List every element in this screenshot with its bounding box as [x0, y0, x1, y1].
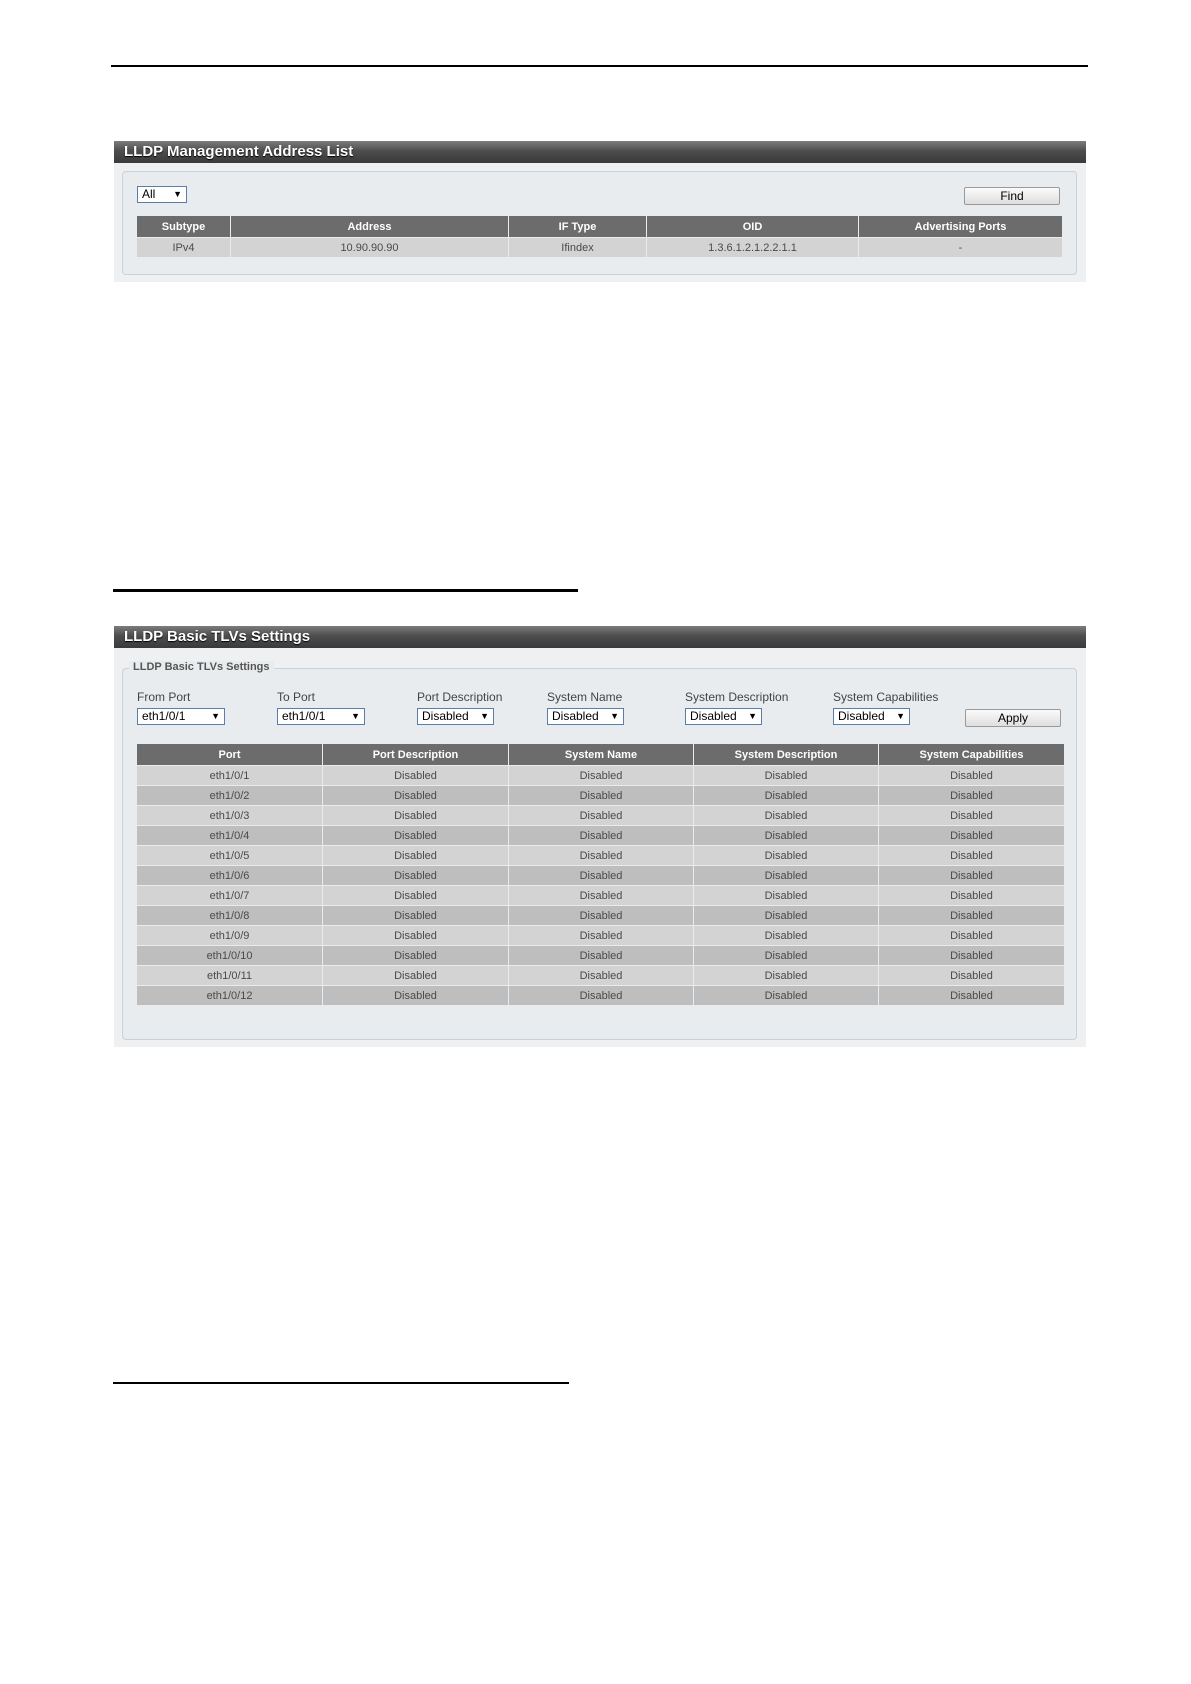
column-header: Port [137, 744, 323, 766]
table-cell: eth1/0/6 [137, 866, 323, 886]
table-row [137, 946, 1065, 966]
table-cell: Disabled [694, 766, 879, 786]
table-cell: Disabled [694, 946, 879, 966]
table-cell: Disabled [879, 906, 1065, 926]
table-row [137, 986, 1065, 1006]
system-capabilities-value: Disabled [838, 709, 885, 723]
table-cell: Disabled [323, 946, 509, 966]
column-header: Advertising Ports [859, 216, 1063, 238]
table-cell: - [859, 238, 1063, 258]
table-cell: eth1/0/2 [137, 786, 323, 806]
header-rule [111, 65, 1088, 67]
table-cell: Disabled [694, 806, 879, 826]
table-cell: Disabled [694, 926, 879, 946]
column-header: System Capabilities [879, 744, 1065, 766]
table-cell: Disabled [694, 906, 879, 926]
table-cell: Disabled [694, 866, 879, 886]
table-cell: Disabled [879, 966, 1065, 986]
table-cell: Disabled [323, 866, 509, 886]
to-port-select[interactable] [277, 708, 365, 725]
chevron-down-icon: ▼ [211, 711, 220, 721]
table-cell: Disabled [694, 846, 879, 866]
to-port-value: eth1/0/1 [282, 709, 326, 723]
table-cell: Disabled [509, 946, 694, 966]
table-cell: Disabled [509, 806, 694, 826]
section-rule-2 [113, 1382, 569, 1384]
apply-button[interactable]: Apply [965, 709, 1061, 727]
mgmt-header-row [137, 216, 1063, 238]
table-cell: IPv4 [137, 238, 231, 258]
table-cell: eth1/0/9 [137, 926, 323, 946]
column-header: System Name [509, 744, 694, 766]
table-cell: Disabled [509, 846, 694, 866]
table-cell: 1.3.6.1.2.1.2.2.1.1 [647, 238, 859, 258]
table-cell: Disabled [323, 826, 509, 846]
subtype-filter-select[interactable] [137, 186, 187, 203]
table-cell: Disabled [694, 786, 879, 806]
table-cell: eth1/0/5 [137, 846, 323, 866]
table-cell: eth1/0/10 [137, 946, 323, 966]
table-row [137, 766, 1065, 786]
table-cell: Disabled [323, 986, 509, 1006]
table-cell: Disabled [694, 986, 879, 1006]
table-cell: Disabled [323, 906, 509, 926]
chevron-down-icon: ▼ [748, 711, 757, 721]
tlvs-fieldset-legend: LLDP Basic TLVs Settings [129, 661, 274, 673]
table-row [137, 826, 1065, 846]
table-cell: Disabled [509, 966, 694, 986]
table-cell: Disabled [323, 886, 509, 906]
table-cell: Disabled [879, 946, 1065, 966]
mgmt-address-panel [114, 141, 1086, 282]
from-port-select[interactable] [137, 708, 225, 725]
system-name-label: System Name [547, 690, 623, 704]
table-cell: Disabled [509, 826, 694, 846]
table-row [137, 866, 1065, 886]
table-row [137, 906, 1065, 926]
table-cell: Disabled [323, 926, 509, 946]
table-cell: Disabled [879, 766, 1065, 786]
system-description-select[interactable] [685, 708, 762, 725]
table-cell: Disabled [879, 846, 1065, 866]
system-description-value: Disabled [690, 709, 737, 723]
table-cell: Disabled [694, 966, 879, 986]
table-row [137, 786, 1065, 806]
table-cell: Disabled [323, 806, 509, 826]
table-row [137, 926, 1065, 946]
table-cell: Disabled [694, 886, 879, 906]
system-capabilities-select[interactable] [833, 708, 910, 725]
system-description-label: System Description [685, 690, 789, 704]
table-row [137, 846, 1065, 866]
chevron-down-icon: ▼ [480, 711, 489, 721]
system-capabilities-label: System Capabilities [833, 690, 939, 704]
table-cell: eth1/0/12 [137, 986, 323, 1006]
table-cell: eth1/0/8 [137, 906, 323, 926]
section-rule-1 [113, 589, 578, 592]
column-header: Port Description [323, 744, 509, 766]
table-cell: 10.90.90.90 [231, 238, 509, 258]
table-cell: Disabled [509, 886, 694, 906]
tlvs-table [136, 743, 1065, 1006]
chevron-down-icon: ▼ [351, 711, 360, 721]
table-cell: Ifindex [509, 238, 647, 258]
mgmt-inner-box [122, 171, 1077, 275]
table-cell: Disabled [879, 866, 1065, 886]
table-cell: Disabled [879, 826, 1065, 846]
tlvs-panel-title: LLDP Basic TLVs Settings [114, 626, 1086, 648]
table-cell: Disabled [509, 926, 694, 946]
column-header: Address [231, 216, 509, 238]
table-cell: Disabled [879, 986, 1065, 1006]
column-header: System Description [694, 744, 879, 766]
table-cell: eth1/0/3 [137, 806, 323, 826]
table-row [137, 238, 1063, 258]
port-description-value: Disabled [422, 709, 469, 723]
table-cell: eth1/0/4 [137, 826, 323, 846]
table-cell: Disabled [323, 786, 509, 806]
table-cell: Disabled [509, 786, 694, 806]
table-cell: Disabled [879, 806, 1065, 826]
table-cell: Disabled [509, 866, 694, 886]
port-description-select[interactable] [417, 708, 494, 725]
table-row [137, 886, 1065, 906]
column-header: IF Type [509, 216, 647, 238]
table-cell: Disabled [879, 886, 1065, 906]
table-cell: Disabled [323, 766, 509, 786]
table-cell: Disabled [879, 786, 1065, 806]
table-cell: Disabled [323, 966, 509, 986]
system-name-value: Disabled [552, 709, 599, 723]
mgmt-address-table [136, 215, 1063, 258]
chevron-down-icon: ▼ [896, 711, 905, 721]
column-header: OID [647, 216, 859, 238]
subtype-filter-value: All [142, 187, 156, 201]
mgmt-panel-title: LLDP Management Address List [114, 141, 1086, 163]
tlvs-panel [114, 626, 1086, 1047]
chevron-down-icon: ▼ [610, 711, 619, 721]
table-cell: Disabled [879, 926, 1065, 946]
from-port-label: From Port [137, 690, 191, 704]
table-cell: eth1/0/11 [137, 966, 323, 986]
table-cell: eth1/0/1 [137, 766, 323, 786]
from-port-value: eth1/0/1 [142, 709, 186, 723]
table-cell: Disabled [323, 846, 509, 866]
table-cell: Disabled [694, 826, 879, 846]
table-cell: Disabled [509, 986, 694, 1006]
table-row [137, 966, 1065, 986]
port-description-label: Port Description [417, 690, 503, 704]
column-header: Subtype [137, 216, 231, 238]
tlvs-fieldset [122, 661, 1077, 1040]
table-cell: Disabled [509, 766, 694, 786]
table-cell: Disabled [509, 906, 694, 926]
table-cell: eth1/0/7 [137, 886, 323, 906]
table-row [137, 806, 1065, 826]
system-name-select[interactable] [547, 708, 624, 725]
to-port-label: To Port [277, 690, 316, 704]
chevron-down-icon: ▼ [173, 189, 182, 199]
tlvs-header-row [137, 744, 1065, 766]
find-button[interactable]: Find [964, 187, 1060, 205]
